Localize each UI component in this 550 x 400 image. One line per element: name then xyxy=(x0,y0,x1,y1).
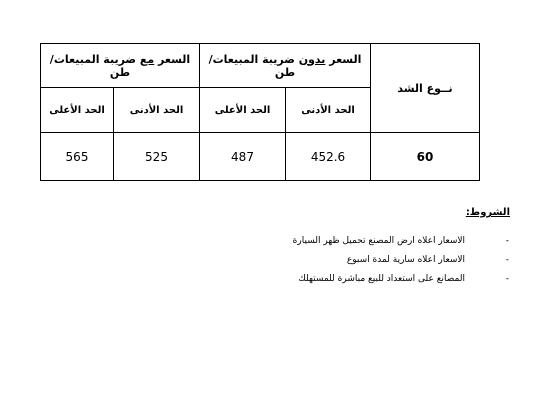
bullet-dash: - xyxy=(505,235,509,246)
list-item xyxy=(210,250,510,269)
with-tax-max-header: الحد الأعلى xyxy=(41,88,114,133)
table-header-row xyxy=(41,44,480,88)
without-tax-min-value: 452.6 xyxy=(286,133,371,181)
type-value: 60 xyxy=(371,133,480,181)
bullet-dash: - xyxy=(505,273,509,284)
condition-text: الاسعار اعلاه سارية لمدة اسبوع xyxy=(346,254,465,265)
list-item xyxy=(210,269,510,288)
with-tax-header: السعر مع ضريبة المبيعات/ طن xyxy=(41,44,200,88)
type-header: نــوع الشد xyxy=(371,44,480,133)
without-tax-max-value: 487 xyxy=(200,133,286,181)
without-tax-max-header: الحد الأعلى xyxy=(200,88,286,133)
with-tax-min-value: 525 xyxy=(114,133,200,181)
conditions-section xyxy=(210,207,510,288)
with-tax-min-header: الحد الأدنى xyxy=(114,88,200,133)
condition-text: المصانع على استعداد للبيع مباشرة للمستهلك xyxy=(298,273,465,284)
without-tax-header: السعر بدون ضريبة المبيعات/ طن xyxy=(200,44,371,88)
price-table xyxy=(40,43,480,181)
table-row xyxy=(41,133,480,181)
with-tax-max-value: 565 xyxy=(41,133,114,181)
list-item xyxy=(210,231,510,250)
bullet-dash: - xyxy=(505,254,509,265)
condition-text: الاسعار اعلاه ارض المصنع تحميل ظهر السيارة xyxy=(292,235,465,246)
conditions-list xyxy=(210,231,510,288)
without-tax-min-header: الحد الأدنى xyxy=(286,88,371,133)
conditions-title: الشروط: xyxy=(465,207,510,218)
